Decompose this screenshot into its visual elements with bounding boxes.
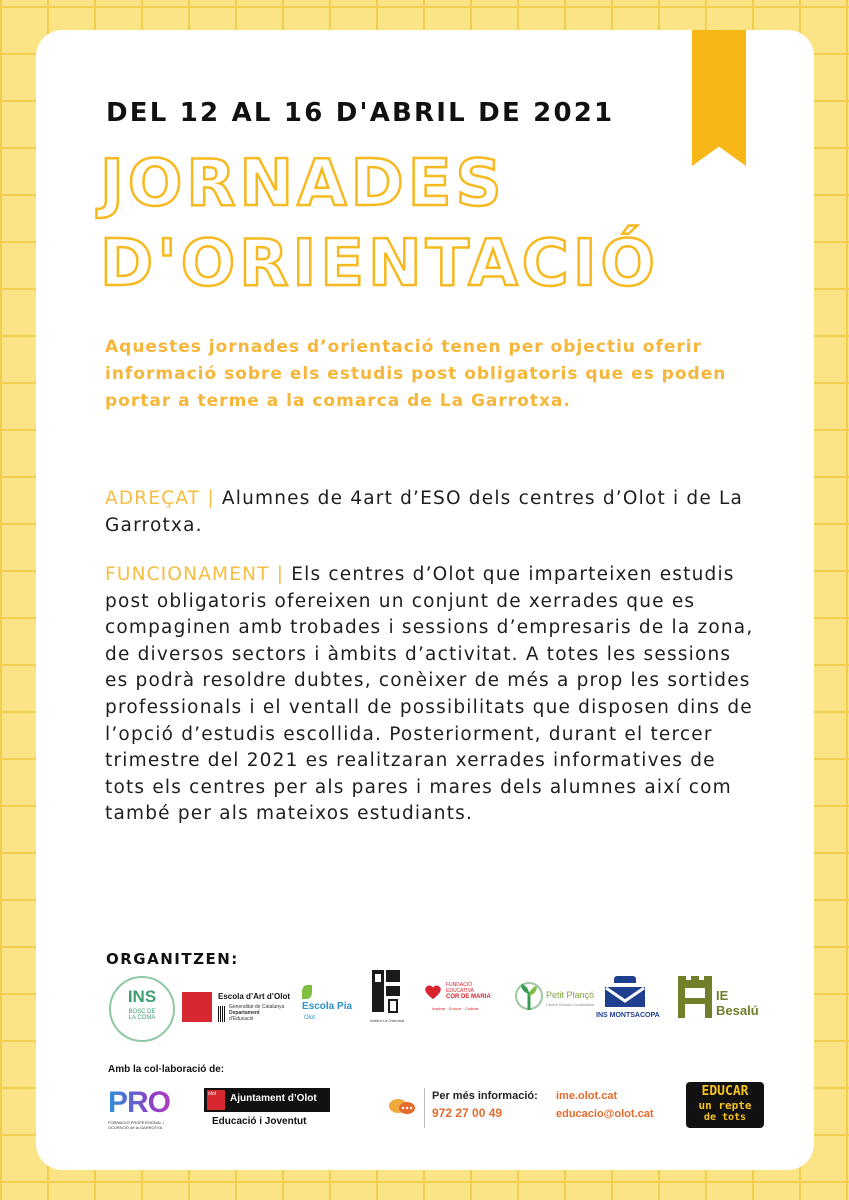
educar-line1: EDUCAR — [701, 1084, 749, 1099]
institut-mark-icon — [370, 968, 402, 1014]
contact-email[interactable]: educacio@olot.cat — [556, 1108, 654, 1120]
collaboration-title: Amb la col·laboració de: — [108, 1064, 225, 1075]
audience-label: ADREÇAT | — [105, 488, 215, 509]
cor-maria-line1: FUNDACIÓ — [446, 982, 473, 988]
besalu-line2: Besalú — [716, 1003, 759, 1018]
contact-block — [386, 1088, 656, 1132]
logo-institut-garrotxa — [370, 968, 410, 1028]
montsacopa-envelope-icon — [604, 986, 646, 1008]
logo-ins-montsacopa — [596, 974, 666, 1024]
generalitat-emblem — [218, 1006, 226, 1022]
educar-line2: un repte — [698, 1099, 752, 1112]
logo-cor-de-maria — [424, 982, 504, 1022]
heart-icon — [424, 984, 442, 1000]
cor-maria-tagline: Inspirar · Educar · Cultivar — [432, 1006, 479, 1011]
petit-planco-sub: Centre Escola Cooperativa — [546, 1002, 594, 1007]
educar-line3: de tots — [703, 1112, 747, 1123]
besalu-tower-icon — [676, 976, 714, 1020]
petit-planco-name: Petit Plançó — [546, 990, 595, 1000]
contact-phone: 972 27 00 49 — [432, 1106, 503, 1120]
title-line-1: JORNADES — [100, 147, 506, 221]
escola-pia-sub: Olot — [304, 1015, 316, 1021]
logo-ajuntament-olot — [204, 1088, 334, 1132]
escola-art-name: Escola d’Art d’Olot — [218, 992, 291, 1001]
escola-art-sub3: d’Educació — [229, 1016, 254, 1022]
logo-escola-pia — [300, 985, 362, 1035]
pro-sub2: OCUPACIÓ de la GARROTXA — [108, 1125, 163, 1130]
logo-petit-planco — [514, 980, 602, 1020]
logo-escola-art-olot — [182, 992, 300, 1026]
montsacopa-top-bar — [614, 976, 636, 983]
audience-paragraph — [105, 486, 755, 539]
contact-label: Per més informació: — [432, 1090, 538, 1102]
contact-web[interactable]: ime.olot.cat — [556, 1090, 618, 1102]
escola-art-sub1: Generalitat de Catalunya — [229, 1004, 285, 1010]
chat-bubbles-icon — [388, 1096, 416, 1118]
page-title — [100, 144, 659, 304]
ajuntament-dept: Educació i Joventut — [212, 1116, 307, 1127]
event-dates: DEL 12 AL 16 D'ABRIL DE 2021 — [106, 98, 615, 128]
ajuntament-name: Ajuntament d’Olot — [230, 1093, 317, 1104]
bookmark-ribbon — [692, 30, 746, 166]
organizers-title: ORGANITZEN: — [106, 950, 239, 968]
escola-art-emblem — [182, 992, 212, 1022]
escola-pia-name: Escola Pia — [302, 1001, 353, 1012]
contact-divider — [424, 1088, 425, 1128]
functioning-paragraph — [105, 562, 755, 828]
pro-name: PRO — [108, 1088, 198, 1118]
title-line-2: D'ORIENTACIÓ — [100, 227, 659, 301]
functioning-label: FUNCIONAMENT | — [105, 564, 285, 585]
institut-sub: Institut La Garrotxa — [370, 1018, 405, 1023]
ins-bosc-name: INS — [127, 987, 157, 1006]
intro-paragraph: Aquestes jornades d’orientació tenen per objectiu oferir informació sobre els estudis post obligatoris que es poden portar a terme a la comarca de La Garrotxa. — [105, 337, 727, 411]
ajuntament-badge-text: olot — [208, 1091, 217, 1097]
ins-bosc-sub1: BOSC DE — [128, 1009, 156, 1015]
escola-pia-leaf-icon — [302, 985, 312, 999]
cor-maria-line2: EDUCATIVA — [446, 988, 474, 994]
cor-maria-line3: COR DE MARIA — [446, 994, 491, 1000]
escola-art-sub2: Departament — [229, 1010, 260, 1016]
ins-bosc-sub2: LA COMA — [128, 1015, 156, 1021]
logo-ins-bosc-de-la-coma — [109, 976, 175, 1042]
audience-text: Alumnes de 4art d’ESO dels centres d’Olot i de La Garrotxa. — [105, 488, 744, 536]
functioning-text: Els centres d’Olot que imparteixen estudis post obligatoris ofereixen un conjunt de xerrades que es compaginen amb trobades i sessions d’empresaris de la zona, de diversos sectors i àmbits d’activitat. A totes les sessions es podrà resoldre dubtes, conèixer de més a prop les sortides professionals i el ventall de possibilitats que disposen dins de l’opció d’estudis escollida. Posteriorment, durant el tercer trimestre del 2021 es realitzaran xerrades informatives de tots els centres per als pares i mares dels alumnes així com també per als mateixos estudiants. — [105, 564, 754, 825]
logo-pro-garrotxa — [108, 1088, 198, 1132]
montsacopa-name: INS MONTSACOPA — [596, 1012, 660, 1019]
besalu-line1: IE — [716, 988, 729, 1003]
poster-card — [36, 30, 814, 1170]
logo-educar — [686, 1082, 764, 1128]
sprout-icon — [514, 980, 544, 1014]
logo-ie-besalu — [676, 976, 770, 1024]
pro-sub1: FORMACIÓ PROFESSIONAL I — [108, 1120, 164, 1125]
